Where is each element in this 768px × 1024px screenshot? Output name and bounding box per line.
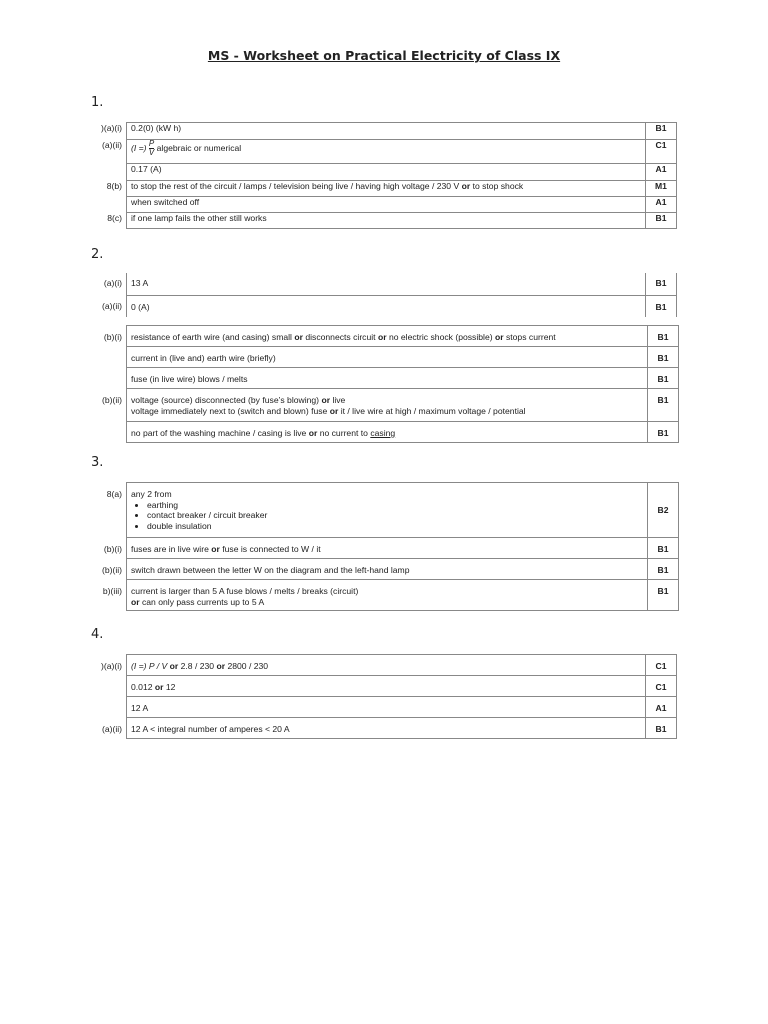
row-ref [90,368,127,389]
row-ref: (b)(ii) [90,389,127,422]
or-keyword: or [216,661,226,671]
table-row [90,368,679,389]
row-text [127,326,648,347]
or-keyword: or [308,428,318,438]
row-mark: B1 [648,559,679,580]
q1-table [90,122,677,229]
text-part: 2.8 / 230 [180,661,215,671]
table-row [90,676,677,697]
row-mark: B1 [648,538,679,559]
list-item: • double insulation [147,521,643,532]
table-row [90,718,677,739]
row-mark: B1 [648,326,679,347]
row-text: if one lamp fails the other still works [127,213,646,229]
table-row [90,559,679,580]
row-ref [90,422,127,443]
row-mark: B1 [648,422,679,443]
row-formula [127,140,646,164]
row-ref: (a)(ii) [90,295,127,317]
or-keyword: or [169,661,179,671]
row-mark: C1 [646,655,677,676]
formula: P / V [148,661,168,671]
row-text: 12 A [127,697,646,718]
row-mark: B1 [648,347,679,368]
row-mark: B1 [648,580,679,611]
or-keyword: or [131,596,140,607]
q3-table [90,482,679,611]
underlined-word: casing [370,428,396,438]
q2a-table [90,273,677,317]
row-mark: M1 [646,181,677,197]
row-ref: 8(c) [90,213,127,229]
or-keyword: or [329,405,339,416]
table-row [90,655,677,676]
row-text: 0.2(0) (kW h) [127,123,646,140]
text-part: no part of the washing machine / casing is live [131,428,307,438]
text-part: 2800 / 230 [227,661,269,671]
text-part: current is larger than 5 A fuse blows / melts / breaks (circuit) [131,586,359,596]
fraction-denominator: V [148,148,155,157]
table-row [90,538,679,559]
table-row [90,295,677,317]
text-part: no current to [319,428,368,438]
row-ref: (a)(ii) [90,140,127,164]
table-row [90,389,679,422]
row-ref: (b)(ii) [90,559,127,580]
row-text: when switched off [127,197,646,213]
row-text: 0 (A) [127,295,646,317]
row-mark: A1 [646,197,677,213]
table-row [90,483,679,538]
row-mark: B1 [648,389,679,422]
row-text [127,422,648,443]
row-text: switch drawn between the letter W on the diagram and the left-hand lamp [127,559,648,580]
formula-note: algebraic or numerical [156,142,242,153]
row-text: 0.17 (A) [127,164,646,181]
row-ref: (a)(i) [90,273,127,295]
page-title: MS - Worksheet on Practical Electricity of Class IX [207,48,561,63]
or-keyword: or [321,395,331,405]
or-keyword: or [211,544,220,554]
row-mark: A1 [646,164,677,181]
table-row [90,273,677,295]
text-part: resistance of earth wire (and casing) small [131,332,292,342]
row-ref: )(a)(i) [90,123,127,140]
text-part: 0.012 [131,682,153,692]
table-row [90,164,677,181]
question-1-number: 1. [91,95,104,110]
table-row [90,123,677,140]
list-item: • contact breaker / circuit breaker [147,510,643,521]
row-mark: B1 [646,273,677,295]
or-keyword: or [294,332,303,342]
text-part: disconnects circuit [305,332,376,342]
row-ref: (b)(i) [90,326,127,347]
or-keyword: or [461,181,471,191]
row-text: 12 A < integral number of amperes < 20 A [127,718,646,739]
row-ref [90,164,127,181]
table-row [90,140,677,164]
table-row [90,181,677,197]
row-mark: B1 [646,213,677,229]
row-mark: C1 [646,676,677,697]
fraction [149,140,154,157]
row-ref: (b)(i) [90,538,127,559]
row-ref: (a)(ii) [90,718,127,739]
row-ref: b)(iii) [90,580,127,611]
text-part: voltage immediately next to (switch and blown) fuse [131,405,328,416]
row-mark: A1 [646,697,677,718]
row-ref [90,197,127,213]
list-item: • earthing [147,500,643,511]
row-text [127,538,648,559]
or-keyword: or [494,332,504,342]
formula-prefix: (I =) [131,142,147,153]
question-2-number: 2. [91,247,104,262]
row-ref [90,347,127,368]
question-3-number: 3. [91,455,104,470]
table-row [90,580,679,611]
row-mark: B1 [646,718,677,739]
table-row [90,347,679,368]
row-mark: B1 [646,295,677,317]
row-text: current in (live and) earth wire (briefly) [127,347,648,368]
text-part: stops current [505,332,556,342]
text-part: fuse is connected to W / it [222,544,321,554]
row-list [127,483,648,538]
question-4-number: 4. [91,627,104,642]
row-text [127,676,646,697]
or-keyword: or [154,682,164,692]
row-text [127,655,646,676]
table-row [90,326,679,347]
text-part: can only pass currents up to 5 A [141,596,265,607]
row-text [127,181,646,197]
or-keyword: or [377,332,387,342]
row-text [127,580,648,611]
row-mark: C1 [646,140,677,164]
row-text: fuse (in live wire) blows / melts [127,368,648,389]
text-part: no electric shock (possible) [388,332,493,342]
row-ref [90,697,127,718]
row-mark: B1 [648,368,679,389]
formula-prefix: (I =) [131,661,147,671]
text-part: fuses are in live wire [131,544,209,554]
text-part: voltage (source) disconnected (by fuse’s blowing) [131,395,320,405]
fraction-numerator: P [148,139,155,148]
row-ref: 8(a) [90,483,127,538]
row-text [127,389,648,422]
row-ref: )(a)(i) [90,655,127,676]
q2b-table [90,325,679,443]
row-ref: 8(b) [90,181,127,197]
row-mark: B2 [648,483,679,538]
text-part: live [332,395,346,405]
row-text: 13 A [127,273,646,295]
table-row [90,197,677,213]
row-ref [90,676,127,697]
row-mark: B1 [646,123,677,140]
text-part: 12 [165,682,176,692]
table-row [90,213,677,229]
q4-table [90,654,677,739]
list-heading: any 2 from [131,489,172,499]
table-row [90,422,679,443]
text-part: it / live wire at high / maximum voltage / potential [340,405,526,416]
table-row [90,697,677,718]
text-part: to stop the rest of the circuit / lamps / television being live / having high voltage / 230 V [131,181,460,191]
text-part: to stop shock [472,181,524,191]
